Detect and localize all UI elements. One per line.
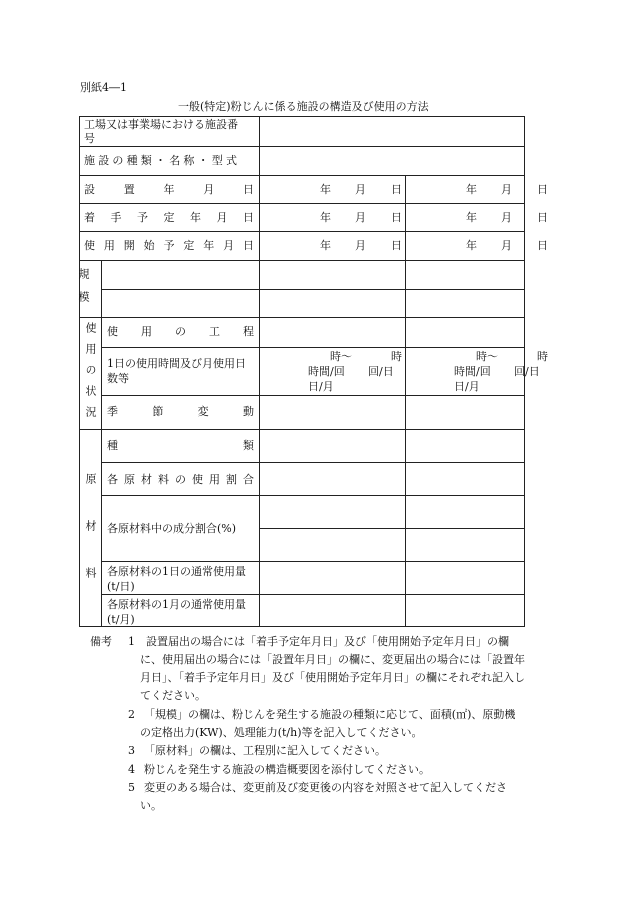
facility-kind-text: 施設の種類・名称・型式 [84, 154, 241, 167]
table-border [79, 429, 525, 430]
table-border [79, 231, 525, 232]
time-from: 時～ [476, 350, 498, 363]
note-text: い。 [140, 799, 162, 812]
table-border [79, 146, 525, 147]
component-ratio-label: 各原材料中の成分割合(%) [107, 522, 237, 535]
note-text: 設置届出の場合には「着手予定年月日」及び「使用開始予定年月日」の欄 [146, 635, 509, 648]
note-text: の定格出力(KW)、処理能力(t/h)等を記入してください。 [140, 726, 423, 739]
date-month: 月 [355, 211, 366, 224]
table-border [79, 175, 525, 176]
table-border [101, 347, 525, 348]
note-text: 粉じんを発生する施設の構造概要図を添付してください。 [144, 763, 430, 776]
material-type-label: 種 類 [107, 439, 254, 452]
form-number: 別紙4―1 [80, 81, 127, 94]
time-from: 時～ [330, 350, 352, 363]
days-per-month: 日/月 [308, 380, 334, 393]
table-border [79, 260, 525, 261]
date-day: 日 [537, 211, 548, 224]
monthly-use-label: 各原材料の1月の通常使用量 [107, 598, 246, 611]
usage-time-label: 1日の使用時間及び月使用日 [107, 357, 246, 370]
scale-label-text: 規模 [77, 268, 90, 314]
usage-time-label-cont: 数等 [107, 372, 129, 385]
note-text: 「原材料」の欄は、工程別に記入してください。 [144, 744, 386, 757]
facility-kind-label [84, 153, 254, 168]
table-border [79, 203, 525, 204]
daily-use-label: 各原材料の1日の通常使用量 [107, 565, 246, 578]
monthly-use-unit: (t/月) [107, 613, 135, 626]
facility-number-label: 工場又は事業場における施設番 [84, 118, 238, 131]
notes-label: 備考 [90, 635, 112, 648]
date-month: 月 [501, 239, 512, 252]
daily-use-unit: (t/日) [107, 580, 135, 593]
date-day: 日 [537, 239, 548, 252]
hours-per-use: 時間/回 [308, 365, 345, 378]
process-label: 使 用 の 工 程 [107, 325, 254, 338]
uses-per-day: 回/日 [368, 365, 394, 378]
season-label: 季 節 変 動 [107, 405, 254, 418]
date-month: 月 [501, 211, 512, 224]
table-border [101, 395, 525, 396]
table-border [405, 175, 406, 627]
date-year: 年 [320, 183, 331, 196]
note-number: 1 [128, 635, 135, 648]
note-text: に、使用届出の場合には「設置年月日」の欄に、変更届出の場合には「設置年 [140, 653, 525, 666]
days-per-month: 日/月 [454, 380, 480, 393]
date-month: 月 [501, 183, 512, 196]
materials-label-text: 原材料 [84, 473, 97, 614]
table-border [79, 317, 525, 318]
materials-label [79, 429, 101, 626]
hours-per-use: 時間/回 [454, 365, 491, 378]
time-to: 時 [537, 350, 548, 363]
usage-label [79, 317, 101, 429]
date-year: 年 [320, 239, 331, 252]
scale-label [79, 260, 101, 317]
date-day: 日 [391, 239, 402, 252]
date-month: 月 [355, 239, 366, 252]
uses-per-day: 回/日 [514, 365, 540, 378]
date-year: 年 [466, 211, 477, 224]
table-border [101, 462, 525, 463]
date-year: 年 [466, 183, 477, 196]
installation-date-label: 設 置 年 月 日 [84, 183, 254, 196]
note-number: 3 [128, 744, 135, 757]
table-border [79, 626, 525, 627]
time-to: 時 [391, 350, 402, 363]
usage-start-label: 使 用 開 始 予 定 年 月 日 [84, 239, 254, 252]
table-border [101, 260, 102, 627]
date-day: 日 [391, 183, 402, 196]
note-number: 4 [128, 763, 135, 776]
table-border [259, 116, 260, 627]
usage-label-text: 使用の状況 [84, 322, 97, 427]
date-year: 年 [466, 239, 477, 252]
date-day: 日 [391, 211, 402, 224]
note-text: 変更のある場合は、変更前及び変更後の内容を対照させて記入してくださ [144, 781, 507, 794]
note-text: てください。 [140, 689, 206, 702]
table-border [259, 528, 525, 529]
table-border [101, 561, 525, 562]
table-border [101, 289, 525, 290]
note-number: 2 [128, 708, 135, 721]
material-ratio-label: 各 原 材 料 の 使 用 割 合 [107, 473, 254, 486]
construction-start-label: 着 手 予 定 年 月 日 [84, 211, 254, 224]
note-number: 5 [128, 781, 135, 794]
facility-number-label-cont: 号 [84, 132, 95, 145]
date-year: 年 [320, 211, 331, 224]
date-day: 日 [537, 183, 548, 196]
page-title: 一般(特定)粉じんに係る施設の構造及び使用の方法 [178, 100, 429, 113]
table-border [101, 495, 525, 496]
date-month: 月 [355, 183, 366, 196]
note-text: 月日」、「着手予定年月日」及び「使用開始予定年月日」の欄にそれぞれ記入し [140, 671, 525, 684]
note-text: 「規模」の欄は、粉じんを発生する施設の種類に応じて、面積(㎡)、原動機 [144, 708, 516, 721]
table-border [101, 594, 525, 595]
